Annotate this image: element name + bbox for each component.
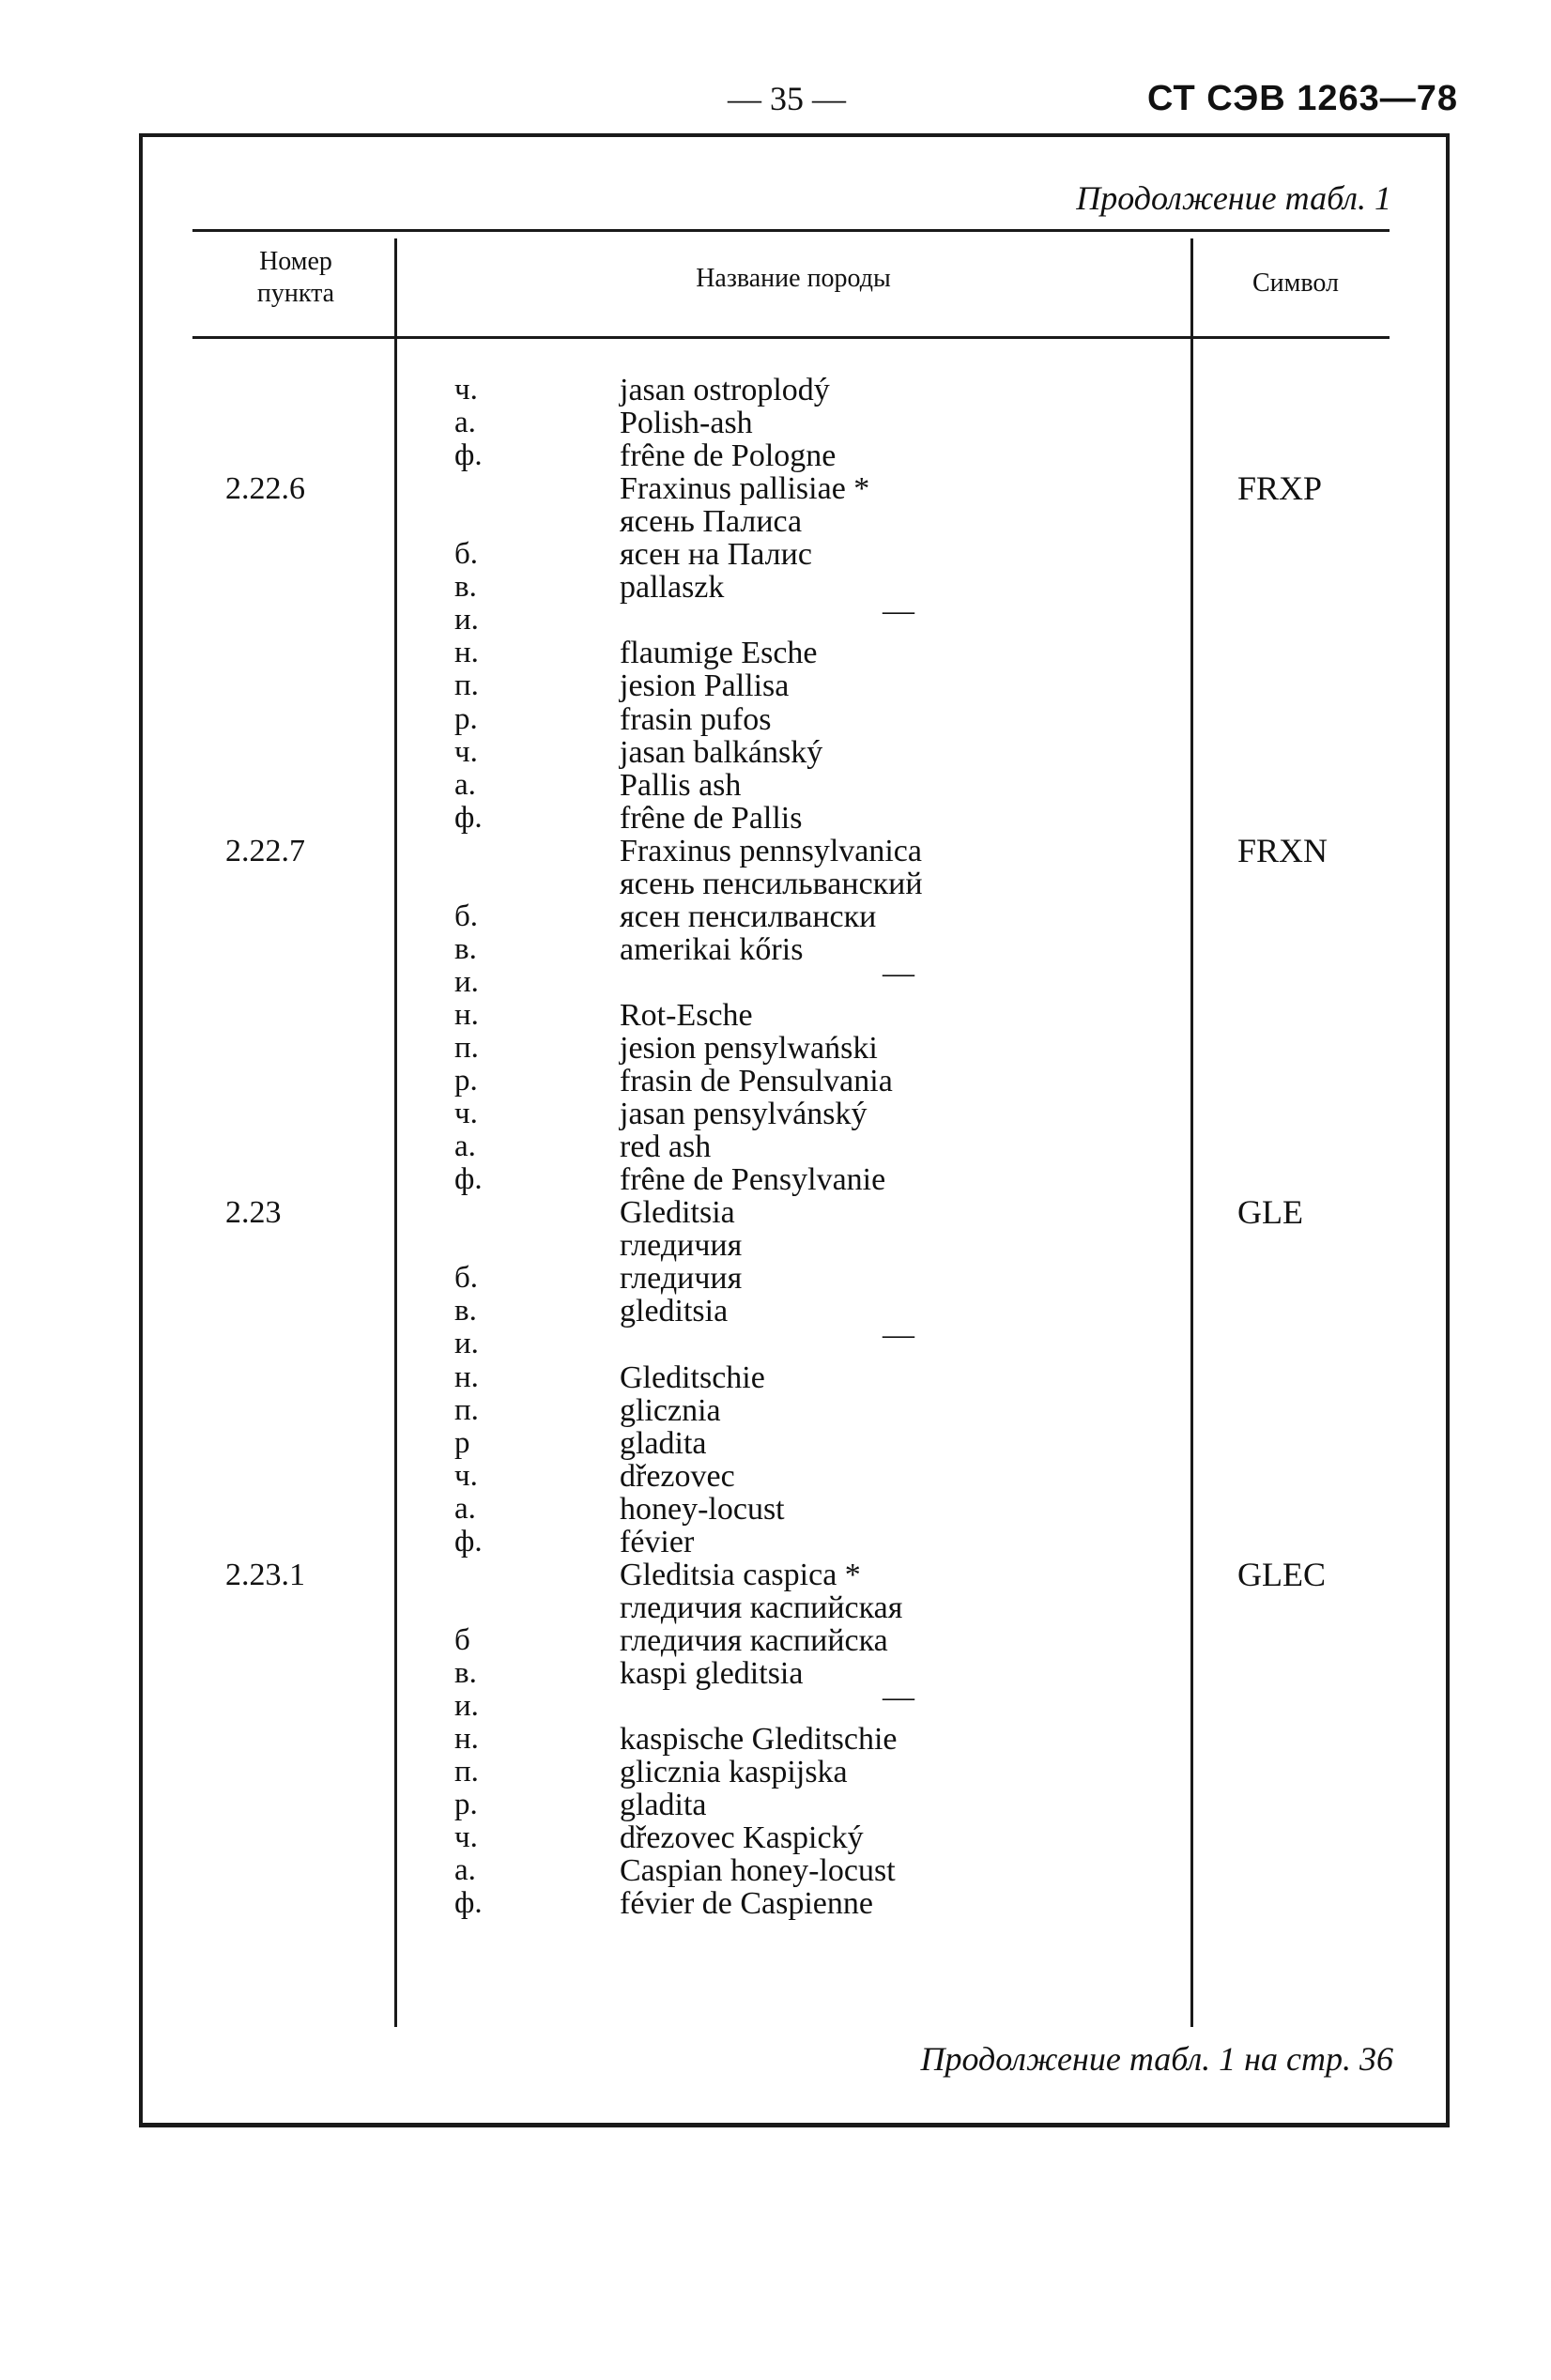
species-name: ясен на Палис — [620, 537, 812, 572]
language-code: п. — [454, 1755, 479, 1789]
language-code: б. — [454, 1261, 479, 1295]
species-symbol: GLEC — [1237, 1556, 1326, 1593]
table-top-rule — [192, 229, 1390, 232]
species-name: Rot-Esche — [620, 998, 753, 1033]
species-name: jasan ostroplodý — [620, 373, 830, 407]
column-header-symbol: Символ — [1252, 269, 1339, 298]
species-name: glicznia kaspijska — [620, 1755, 848, 1789]
language-code: р. — [454, 1788, 478, 1821]
species-name: févier de Caspienne — [620, 1886, 873, 1921]
language-code: ф. — [454, 1162, 483, 1196]
language-code: и. — [454, 1327, 479, 1360]
column-divider-left — [394, 238, 397, 2027]
language-code: и. — [454, 965, 479, 999]
language-code: ч. — [454, 373, 478, 407]
column-header-number-line2: пункта — [256, 279, 335, 308]
species-name: flaumige Esche — [620, 636, 818, 670]
species-name: frêne de Pologne — [620, 438, 837, 473]
species-name: jasan balkánský — [620, 735, 823, 770]
species-name: frêne de Pallis — [620, 801, 803, 836]
species-name: gladita — [620, 1426, 707, 1461]
species-name: glicznia — [620, 1393, 721, 1428]
species-name: kaspische Gleditschie — [620, 1722, 898, 1757]
table-header-rule — [192, 336, 1390, 339]
species-name: гледичия каспийская — [620, 1590, 903, 1625]
language-code: б. — [454, 537, 479, 571]
language-code: ф. — [454, 1886, 483, 1920]
species-name: red ash — [620, 1129, 712, 1164]
species-name: ясень пенсильванский — [620, 867, 923, 901]
language-code: и. — [454, 603, 479, 637]
no-name-dash: — — [883, 1680, 914, 1714]
species-name: frêne de Pensylvanie — [620, 1162, 886, 1197]
species-name: Gleditschie — [620, 1360, 765, 1395]
language-code: в. — [454, 932, 477, 966]
language-code: р — [454, 1426, 470, 1460]
item-number: 2.23.1 — [225, 1558, 305, 1592]
species-name: гледичия каспийска — [620, 1623, 888, 1658]
species-name: kaspi gleditsia — [620, 1656, 804, 1691]
column-header-number-line1: Номер — [259, 247, 332, 276]
species-name: jesion Pallisa — [620, 668, 790, 703]
no-name-dash: — — [883, 593, 914, 628]
language-code: а. — [454, 406, 476, 439]
species-name: dřezovec Kaspický — [620, 1820, 864, 1855]
language-code: ч. — [454, 1459, 478, 1493]
species-name: гледичия — [620, 1261, 743, 1296]
language-code: а. — [454, 1492, 476, 1526]
species-name: gleditsia — [620, 1294, 729, 1328]
species-name: Pallis ash — [620, 768, 742, 803]
no-name-dash: — — [883, 956, 914, 990]
language-code: ф. — [454, 1525, 483, 1559]
species-name: Caspian honey-locust — [620, 1853, 896, 1888]
species-name: ясен пенсилвански — [620, 899, 877, 934]
item-number: 2.22.6 — [225, 471, 305, 506]
species-name: frasin de Pensulvania — [620, 1064, 893, 1098]
species-symbol: GLE — [1237, 1193, 1303, 1231]
species-name: jesion pensylwański — [620, 1031, 878, 1066]
column-divider-right — [1190, 238, 1193, 2027]
species-name: gladita — [620, 1788, 707, 1822]
language-code: б — [454, 1623, 470, 1657]
no-name-dash: — — [883, 1317, 914, 1352]
language-code: ч. — [454, 1820, 478, 1854]
species-name: Gleditsia — [620, 1195, 735, 1230]
item-number: 2.23 — [225, 1195, 282, 1230]
column-header-name: Название породы — [696, 264, 891, 293]
language-code: н. — [454, 1360, 479, 1394]
language-code: п. — [454, 1031, 479, 1065]
language-code: а. — [454, 1853, 476, 1887]
continuation-note-top: Продолжение табл. 1 — [1076, 179, 1391, 217]
species-symbol: FRXP — [1237, 469, 1323, 507]
species-name: frasin pufos — [620, 702, 772, 737]
species-name: févier — [620, 1525, 695, 1559]
species-name: Polish-ash — [620, 406, 753, 440]
species-name: pallaszk — [620, 570, 725, 605]
language-code: р. — [454, 1064, 478, 1098]
species-symbol: FRXN — [1237, 832, 1328, 869]
language-code: а. — [454, 768, 476, 802]
language-code: п. — [454, 668, 479, 702]
language-code: а. — [454, 1129, 476, 1163]
language-code: ф. — [454, 438, 483, 472]
language-code: н. — [454, 998, 479, 1032]
language-code: в. — [454, 570, 477, 604]
species-name: Fraxinus pallisiae * — [620, 471, 870, 506]
page-number: — 35 — — [728, 80, 846, 117]
language-code: р. — [454, 702, 478, 736]
species-name: dřezovec — [620, 1459, 735, 1494]
language-code: и. — [454, 1689, 479, 1723]
language-code: п. — [454, 1393, 479, 1427]
language-code: в. — [454, 1294, 477, 1328]
language-code: в. — [454, 1656, 477, 1690]
species-name: Fraxinus pennsylvanica — [620, 834, 922, 868]
language-code: н. — [454, 636, 479, 669]
species-name: jasan pensylvánský — [620, 1097, 868, 1131]
language-code: н. — [454, 1722, 479, 1756]
language-code: б. — [454, 899, 479, 933]
species-name: гледичия — [620, 1228, 743, 1263]
species-name: Gleditsia caspica * — [620, 1558, 861, 1592]
standard-code: СТ СЭВ 1263—78 — [1147, 79, 1459, 118]
species-name: ясень Палиса — [620, 504, 803, 539]
species-name: honey-locust — [620, 1492, 785, 1527]
language-code: ч. — [454, 1097, 478, 1130]
language-code: ф. — [454, 801, 483, 835]
language-code: ч. — [454, 735, 478, 769]
column-header-number — [207, 246, 385, 310]
item-number: 2.22.7 — [225, 834, 305, 868]
species-name: amerikai kőris — [620, 932, 804, 967]
continuation-note-bottom: Продолжение табл. 1 на стр. 36 — [920, 2040, 1393, 2078]
